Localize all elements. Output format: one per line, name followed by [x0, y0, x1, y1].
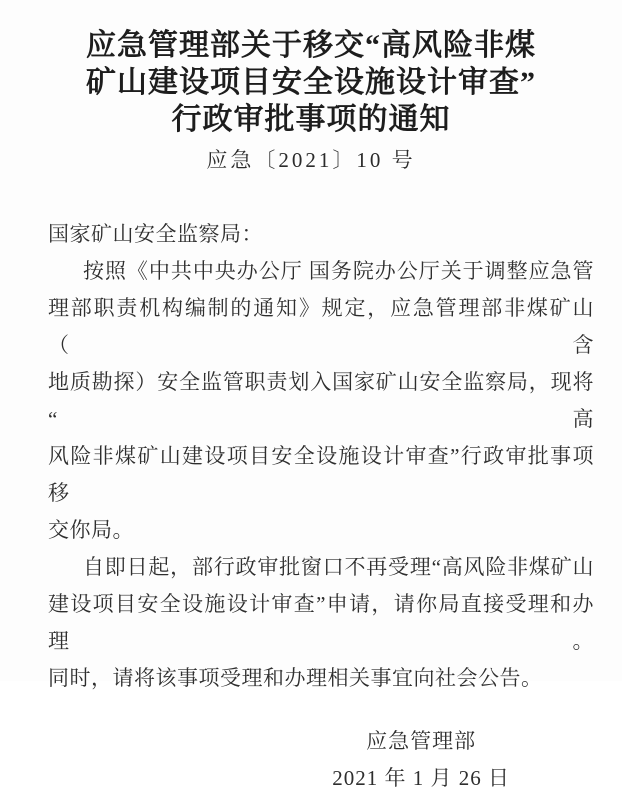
signature-issuer: 应急管理部 — [366, 729, 477, 753]
paragraph-1 — [48, 253, 594, 549]
paragraph-2 — [48, 549, 594, 697]
paragraph-1-line-1: 按照《中共中央办公厅 国务院办公厅关于调整应急管 — [83, 259, 594, 283]
document-title — [0, 0, 622, 138]
paragraph-1-line-3: 地质勘探）安全监管职责划入国家矿山安全监察局，现将“高 — [48, 370, 594, 431]
signature-date: 2021 年 1 月 26 日 — [332, 766, 510, 790]
paragraph-1-line-5: 交你局。 — [48, 518, 134, 542]
paragraph-1-line-4: 风险非煤矿山建设项目安全设施设计审查”行政审批事项移 — [48, 444, 594, 505]
document-number: 应急〔2021〕10 号 — [206, 148, 416, 172]
title-line-2: 矿山建设项目安全设施设计审查” — [86, 66, 536, 99]
paragraph-2-line-2: 建设项目安全设施设计审查”申请，请你局直接受理和办理。 — [48, 592, 594, 653]
title-line-3: 行政审批事项的通知 — [171, 103, 451, 136]
paragraph-1-line-2: 理部职责机构编制的通知》规定，应急管理部非煤矿山（含 — [48, 296, 594, 357]
salutation: 国家矿山安全监察局： — [48, 222, 263, 246]
signature-block — [332, 723, 510, 797]
paragraph-2-line-3: 同时，请将该事项受理和办理相关事宜向社会公告。 — [48, 666, 543, 690]
paragraph-2-line-1: 自即日起，部行政审批窗口不再受理“高风险非煤矿山 — [83, 555, 594, 579]
document-body — [48, 216, 594, 697]
title-line-1: 应急管理部关于移交“高风险非煤 — [86, 29, 536, 62]
